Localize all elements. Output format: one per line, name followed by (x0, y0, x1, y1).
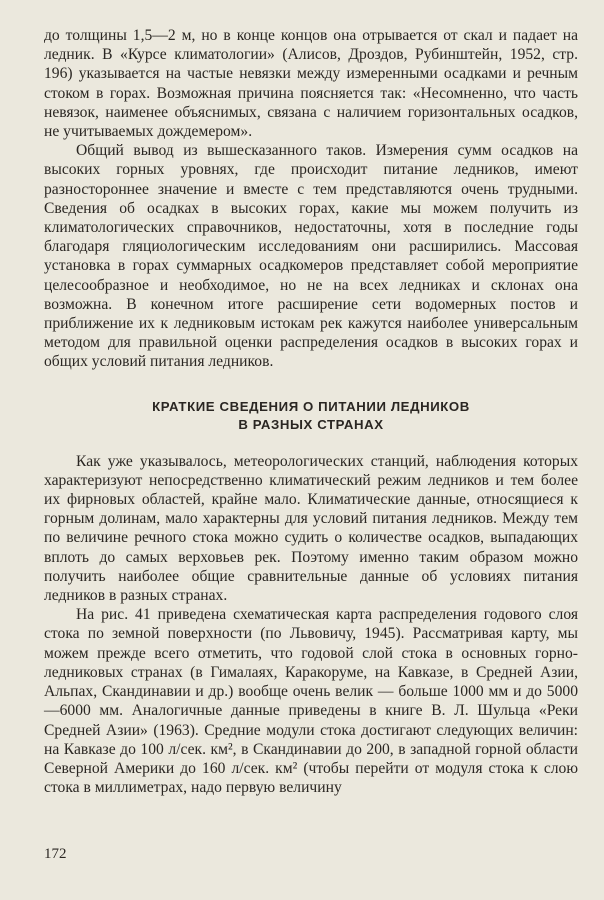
page-number: 172 (44, 846, 67, 862)
paragraph-conclusion: Общий вывод из вышесказанного таков. Измерения сумм осадков на высоких горных уровнях, где происходит питание ледников, имеют разностороннее значение и вместе с тем представляются очень трудными. Сведения об осадках в высоких горах, какие мы можем получить из климатологических справочников, недостаточны, хотя в последние годы благодаря гляциологическим исследованиям они расширились. Массовая установка в горах суммарных осадкомеров представляет собой мероприятие целесообразное и необходимое, но не на всех ледниках и склонах она возможна. В конечном итоге расширение сети водомерных постов и приближение их к ледниковым истокам рек кажутся наиболее универсальным методом для правильной оценки распределения осадков в высоких горах и общих условий питания ледников. (44, 142, 578, 371)
page-body (44, 26, 578, 797)
paragraph-stations: Как уже указывалось, метеорологических станций, наблюдения которых характеризуют непосредственно климатический режим ледников и тем более их фирновых областей, крайне мало. Климатические данные, относящиеся к горным долинам, мало характерны для условий питания ледников. Между тем по величине речного стока можно судить о количестве осадков, выпадающих вплоть до самых верховьев рек. Поэтому именно таким образом можно получить наиболее общие сравнительные данные об условиях питания ледников в разных странах. (44, 452, 578, 605)
section-heading-line2: В РАЗНЫХ СТРАНАХ (238, 416, 384, 432)
paragraph-continuation: до толщины 1,5—2 м, но в конце концов она отрывается от скал и падает на ледник. В «Курсе климатологии» (Алисов, Дроздов, Рубинштейн, 1952, стр. 196) указывается на частые невязки между измеренными осадками и речным стоком в горах. Возможная причина поясняется так: «Несомненно, что часть невязок, наименее объяснимых, связана с наличием горизонтальных осадков, не учитываемых дождемером». (44, 27, 578, 141)
section-heading-line1: КРАТКИЕ СВЕДЕНИЯ О ПИТАНИИ ЛЕДНИКОВ (152, 398, 470, 414)
section-heading (44, 398, 578, 434)
paragraph-runoff-map: На рис. 41 приведена схематическая карта распределения годового слоя стока по земной поверхности (по Львовичу, 1945). Рассматривая карту, мы можем прежде всего отметить, что годовой слой стока в основных горно-ледниковых странах (в Гималаях, Каракоруме, на Кавказе, в Средней Азии, Альпах, Скандинавии и др.) вообще очень велик — больше 1000 мм и до 5000—6000 мм. Аналогичные данные приведены в книге В. Л. Шульца «Реки Средней Азии» (1963). Средние модули стока достигают следующих величин: на Кавказе до 100 л/сек. км², в Скандинавии до 200, в западной горной области Северной Америки до 160 л/сек. км² (чтобы перейти от модуля стока к слою стока в миллиметрах, надо первую величину (44, 606, 578, 797)
